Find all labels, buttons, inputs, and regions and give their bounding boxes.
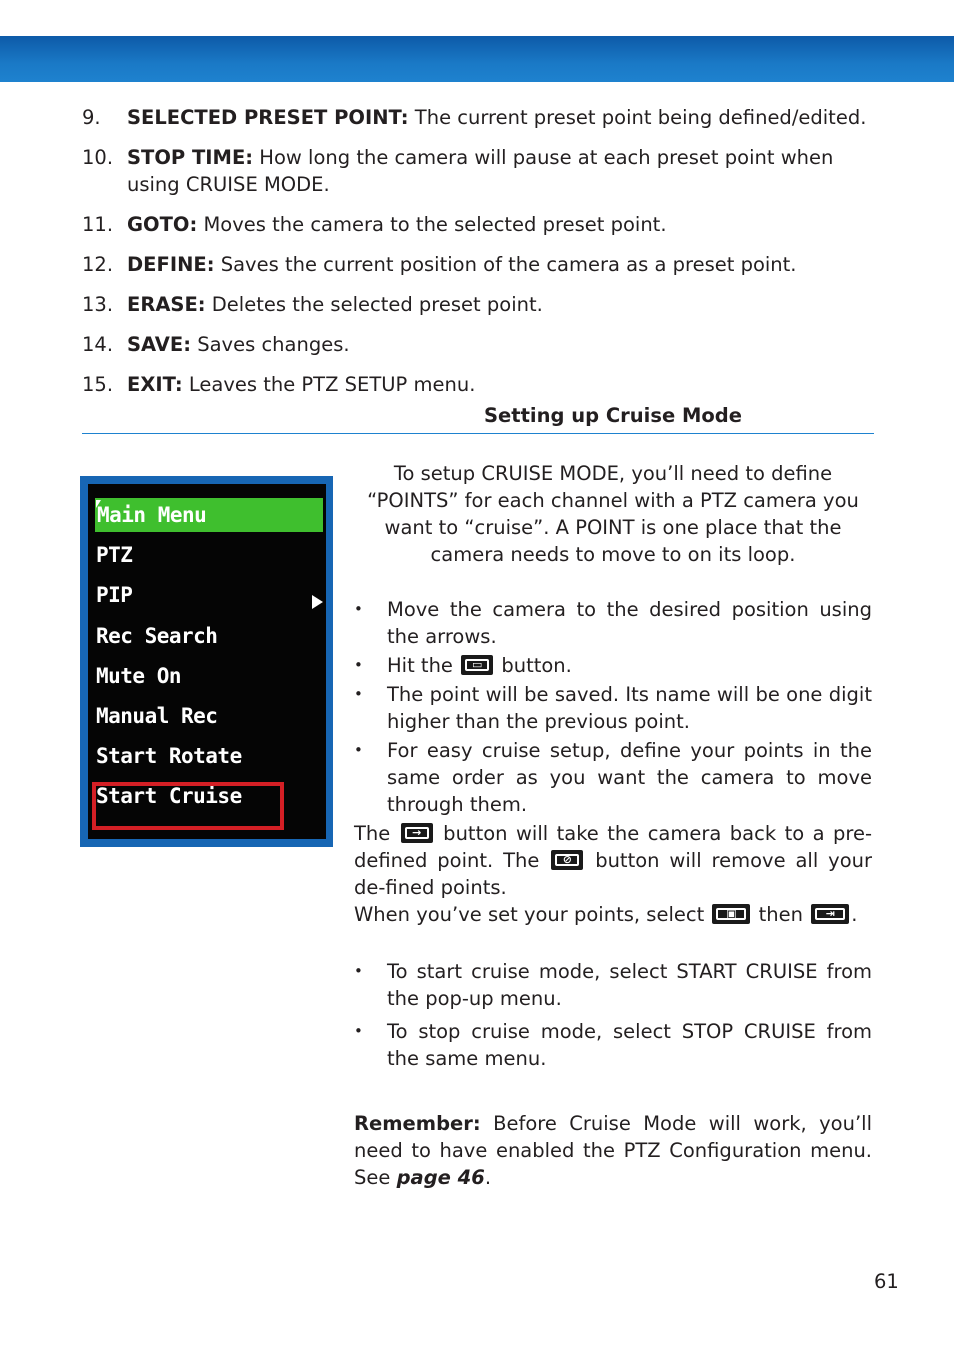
header-bar — [0, 36, 954, 82]
list-item — [82, 144, 874, 198]
section-divider — [82, 433, 874, 434]
menu-item-manual-rec: Manual Rec — [96, 704, 218, 728]
list-item: • For easy cruise setup, define your points in the same order as you want the camera to move through them. — [354, 737, 872, 818]
item-number: 15. — [82, 373, 114, 396]
note-text: Before Cruise Mode will work, you’ll need to have enabled the PTZ Configuration menu. See — [354, 1112, 872, 1189]
item-number: 14. — [82, 333, 114, 356]
list-item — [82, 104, 874, 131]
menu-item-rec-search: Rec Search — [96, 624, 218, 648]
menu-item-main-menu: Main Menu — [95, 498, 323, 532]
cruise-list — [354, 958, 872, 1072]
menu-item-ptz: PTZ — [96, 543, 133, 567]
page-number: 61 — [874, 1270, 899, 1293]
goto-erase-paragraph — [354, 820, 872, 901]
text-fragment: . — [484, 1166, 492, 1189]
section-title: Setting up Cruise Mode — [484, 404, 742, 427]
item-term: ERASE: — [127, 293, 206, 316]
item-desc: Deletes the selected preset point. — [205, 293, 543, 316]
define-button-icon: ▭ — [461, 655, 493, 675]
item-desc: Saves changes. — [191, 333, 350, 356]
highlight-box — [92, 782, 284, 830]
menu-screenshot — [80, 476, 333, 847]
item-number: 10. — [82, 146, 114, 169]
menu-item-start-rotate: Start Rotate — [96, 744, 242, 768]
menu-panel — [88, 484, 326, 839]
cursor-icon — [96, 500, 101, 508]
menu-item-pip: PIP — [96, 583, 133, 607]
list-item — [354, 652, 872, 679]
item-term: SELECTED PRESET POINT: — [127, 106, 409, 129]
goto-button-icon: → — [401, 823, 433, 843]
list-item — [82, 371, 874, 398]
item-desc: How long the camera will pause at each preset point when using CRUISE MODE. — [127, 146, 834, 196]
list-item: • Move the camera to the desired position using the arrows. — [354, 596, 872, 650]
list-item: • To start cruise mode, select START CRUISE from the pop-up menu. — [354, 958, 872, 1012]
note-label: Remember: — [354, 1112, 481, 1135]
item-number: 13. — [82, 293, 114, 316]
list-item: • The point will be saved. Its name will be one digit higher than the previous point. — [354, 681, 872, 735]
item-desc: The current preset point being defined/edited. — [408, 106, 867, 129]
save-button-icon: ▣ — [712, 904, 750, 924]
erase-button-icon: ⊘ — [551, 850, 583, 870]
text-fragment: Hit the — [387, 654, 460, 677]
list-item: • To stop cruise mode, select STOP CRUISE from the same menu. — [354, 1018, 872, 1072]
item-term: STOP TIME: — [127, 146, 254, 169]
text-fragment: button will remove all your de-fined points. — [354, 849, 872, 899]
text-fragment: When you’ve set your points, select — [354, 903, 711, 926]
text-fragment: . — [851, 903, 858, 926]
list-item — [82, 331, 874, 358]
submenu-arrow-icon — [312, 595, 323, 609]
exit-button-icon: ⇥ — [811, 904, 849, 924]
item-desc: Moves the camera to the selected preset point. — [197, 213, 667, 236]
remember-note — [354, 1110, 872, 1191]
text-fragment: button. — [495, 654, 572, 677]
item-term: GOTO: — [127, 213, 198, 236]
item-number: 11. — [82, 213, 114, 236]
save-exit-paragraph — [354, 901, 872, 928]
instructions — [354, 460, 872, 1191]
text-fragment: then — [752, 903, 810, 926]
item-term: DEFINE: — [127, 253, 215, 276]
numbered-list — [82, 104, 874, 411]
text-fragment: button will take the camera back to a pre-defined point. The — [354, 822, 873, 872]
intro-paragraph: To setup CRUISE MODE, you’ll need to define “POINTS” for each channel with a PTZ camera you want to “cruise”. A POINT is one place that the camera needs to move to on its loop. — [367, 462, 859, 566]
item-number: 9. — [82, 106, 101, 129]
list-item — [82, 211, 874, 238]
list-item — [82, 251, 874, 278]
menu-item-mute-on: Mute On — [96, 664, 182, 688]
text-fragment: The — [354, 822, 399, 845]
menu-item-start-cruise: Start Cruise — [96, 784, 242, 808]
list-item — [82, 291, 874, 318]
item-desc: Leaves the PTZ SETUP menu. — [182, 373, 476, 396]
item-desc: Saves the current position of the camera as a preset point. — [214, 253, 797, 276]
steps-list — [354, 596, 872, 818]
item-term: SAVE: — [127, 333, 192, 356]
page-reference: page 46 — [396, 1166, 485, 1189]
item-term: EXIT: — [127, 373, 183, 396]
item-number: 12. — [82, 253, 114, 276]
